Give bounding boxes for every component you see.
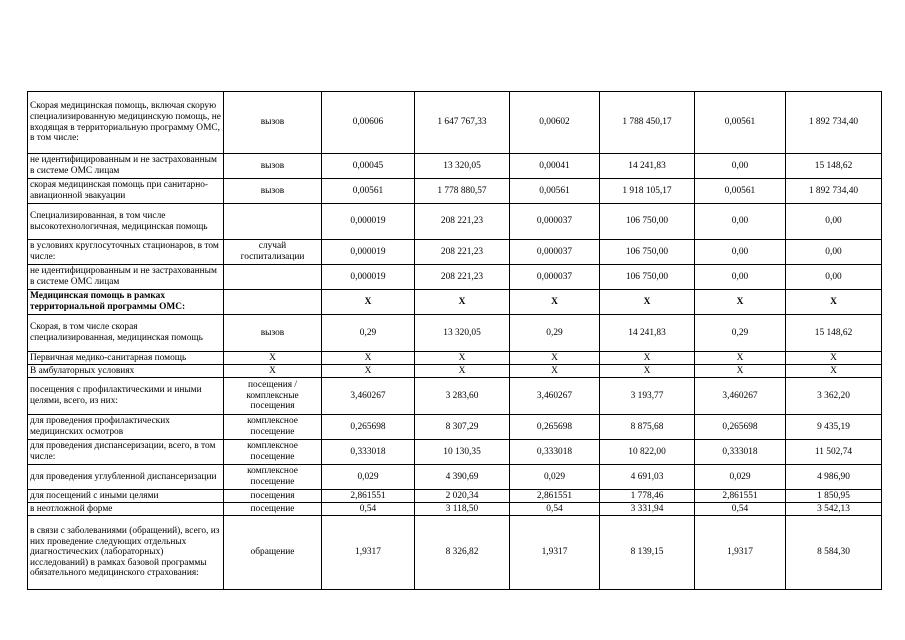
row-value-6: 0,00 (786, 204, 882, 240)
row-value-1: 0,00561 (322, 179, 415, 204)
row-value-6: Х (786, 290, 882, 315)
table-row (28, 315, 882, 352)
row-unit (224, 265, 322, 290)
row-value-1: 0,00606 (322, 92, 415, 154)
table-row (28, 179, 882, 204)
row-value-6: 9 435,19 (786, 415, 882, 440)
row-value-5: 0,00 (695, 204, 786, 240)
row-value-5: 3,460267 (695, 378, 786, 415)
row-value-4: 3 331,94 (600, 503, 695, 516)
row-value-3: 0,29 (510, 315, 600, 352)
row-value-3: Х (510, 352, 600, 365)
table-row (28, 415, 882, 440)
row-value-4: 14 241,83 (600, 154, 695, 179)
row-value-2: Х (415, 365, 510, 378)
row-value-1: 1,9317 (322, 516, 415, 590)
row-value-2: 8 326,82 (415, 516, 510, 590)
row-value-6: Х (786, 365, 882, 378)
row-value-5: 0,00 (695, 154, 786, 179)
row-value-6: Х (786, 352, 882, 365)
row-value-5: 0,29 (695, 315, 786, 352)
row-value-5: 0,54 (695, 503, 786, 516)
row-value-4: 10 822,00 (600, 440, 695, 465)
row-name: в неотложной форме (28, 503, 224, 516)
row-value-3: 0,000037 (510, 265, 600, 290)
row-unit: комплексное посещение (224, 465, 322, 490)
row-unit: вызов (224, 154, 322, 179)
table-row (28, 265, 882, 290)
row-value-2: 208 221,23 (415, 204, 510, 240)
row-unit: вызов (224, 179, 322, 204)
row-value-6: 0,00 (786, 265, 882, 290)
row-value-5: Х (695, 290, 786, 315)
row-value-3: 0,00561 (510, 179, 600, 204)
row-name: для посещений с иными целями (28, 490, 224, 503)
table-row (28, 352, 882, 365)
row-name: Скорая медицинская помощь, включая скорую специализированную медицинскую помощь, не входящая в территориальную программу ОМС, в том числе: (28, 92, 224, 154)
row-value-2: 8 307,29 (415, 415, 510, 440)
table-row (28, 92, 882, 154)
table-row (28, 204, 882, 240)
row-unit: вызов (224, 92, 322, 154)
table-row (28, 154, 882, 179)
table-row (28, 490, 882, 503)
row-value-2: 3 118,50 (415, 503, 510, 516)
row-name: не идентифицированным и не застрахованным в системе ОМС лицам (28, 154, 224, 179)
row-name: для проведения углубленной диспансеризации (28, 465, 224, 490)
row-name: в связи с заболеваниями (обращений), всего, из них проведение следующих отдельных диагностических (лабораторных) исследований) в рамках базовой программы обязательного медицинского страхования: (28, 516, 224, 590)
row-value-1: 0,000019 (322, 265, 415, 290)
row-value-3: 1,9317 (510, 516, 600, 590)
row-value-4: 1 788 450,17 (600, 92, 695, 154)
row-value-3: 0,029 (510, 465, 600, 490)
row-unit: посещения (224, 490, 322, 503)
row-value-5: 0,00 (695, 265, 786, 290)
row-value-1: 0,333018 (322, 440, 415, 465)
row-name: для проведения профилактических медицинских осмотров (28, 415, 224, 440)
row-value-1: 3,460267 (322, 378, 415, 415)
row-value-2: 208 221,23 (415, 240, 510, 265)
row-value-1: Х (322, 352, 415, 365)
row-value-5: 0,00561 (695, 92, 786, 154)
row-name: посещения с профилактическими и иными целями, всего, из них: (28, 378, 224, 415)
row-unit: Х (224, 352, 322, 365)
table-row (28, 440, 882, 465)
row-value-4: Х (600, 352, 695, 365)
row-value-4: 1 778,46 (600, 490, 695, 503)
row-value-6: 1 850,95 (786, 490, 882, 503)
row-value-2: 3 283,60 (415, 378, 510, 415)
row-value-4: 3 193,77 (600, 378, 695, 415)
row-value-3: 0,333018 (510, 440, 600, 465)
row-value-5: 0,265698 (695, 415, 786, 440)
row-value-1: Х (322, 290, 415, 315)
row-unit: обращение (224, 516, 322, 590)
row-value-1: Х (322, 365, 415, 378)
row-name: в условиях круглосуточных стационаров, в том числе: (28, 240, 224, 265)
table-row (28, 290, 882, 315)
row-name: В амбулаторных условиях (28, 365, 224, 378)
row-value-6: 1 892 734,40 (786, 92, 882, 154)
row-value-4: 8 875,68 (600, 415, 695, 440)
row-value-3: 0,265698 (510, 415, 600, 440)
row-value-6: 4 986,90 (786, 465, 882, 490)
row-value-5: 0,00561 (695, 179, 786, 204)
row-unit: Х (224, 365, 322, 378)
row-value-6: 1 892 734,40 (786, 179, 882, 204)
row-value-2: Х (415, 290, 510, 315)
row-name: Медицинская помощь в рамках территориальной программы ОМС: (28, 290, 224, 315)
row-value-3: 0,00602 (510, 92, 600, 154)
row-unit: комплексное посещение (224, 415, 322, 440)
row-value-3: 0,000037 (510, 240, 600, 265)
row-value-6: 11 502,74 (786, 440, 882, 465)
row-unit: случай госпитализации (224, 240, 322, 265)
table-row (28, 465, 882, 490)
row-name: Специализированная, в том числе высокотехнологичная, медицинская помощь (28, 204, 224, 240)
row-value-2: 13 320,05 (415, 315, 510, 352)
row-value-1: 0,54 (322, 503, 415, 516)
row-value-3: 0,54 (510, 503, 600, 516)
row-value-4: Х (600, 290, 695, 315)
row-value-4: 106 750,00 (600, 204, 695, 240)
row-value-6: 3 542,13 (786, 503, 882, 516)
row-value-4: 106 750,00 (600, 265, 695, 290)
medical-care-table (27, 91, 882, 590)
row-name: Скорая, в том числе скорая специализированная, медицинская помощь (28, 315, 224, 352)
row-value-1: 2,861551 (322, 490, 415, 503)
row-unit: вызов (224, 315, 322, 352)
row-name: скорая медицинская помощь при санитарно-авиационной эвакуации (28, 179, 224, 204)
row-name: для проведения диспансеризации, всего, в том числе: (28, 440, 224, 465)
row-value-6: 15 148,62 (786, 315, 882, 352)
row-value-1: 0,29 (322, 315, 415, 352)
row-value-2: Х (415, 352, 510, 365)
row-value-4: 106 750,00 (600, 240, 695, 265)
row-value-1: 0,000019 (322, 240, 415, 265)
row-value-5: 0,00 (695, 240, 786, 265)
row-value-1: 0,000019 (322, 204, 415, 240)
row-value-2: 4 390,69 (415, 465, 510, 490)
row-name: не идентифицированным и не застрахованным в системе ОМС лицам (28, 265, 224, 290)
row-value-1: 0,265698 (322, 415, 415, 440)
row-value-1: 0,00045 (322, 154, 415, 179)
row-unit (224, 204, 322, 240)
table-row (28, 378, 882, 415)
table-row (28, 365, 882, 378)
row-value-3: 3,460267 (510, 378, 600, 415)
table-row (28, 503, 882, 516)
row-value-3: Х (510, 290, 600, 315)
row-value-3: 0,000037 (510, 204, 600, 240)
row-value-4: 1 918 105,17 (600, 179, 695, 204)
row-unit: комплексное посещение (224, 440, 322, 465)
row-value-6: 15 148,62 (786, 154, 882, 179)
row-value-5: Х (695, 365, 786, 378)
row-value-2: 2 020,34 (415, 490, 510, 503)
row-value-4: 14 241,83 (600, 315, 695, 352)
row-value-3: 0,00041 (510, 154, 600, 179)
row-name: Первичная медико-санитарная помощь (28, 352, 224, 365)
row-unit: посещение (224, 503, 322, 516)
row-value-3: 2,861551 (510, 490, 600, 503)
row-value-6: 8 584,30 (786, 516, 882, 590)
row-value-5: 0,333018 (695, 440, 786, 465)
row-value-6: 0,00 (786, 240, 882, 265)
row-value-5: 1,9317 (695, 516, 786, 590)
row-value-2: 1 647 767,33 (415, 92, 510, 154)
row-value-5: 0,029 (695, 465, 786, 490)
row-value-2: 13 320,05 (415, 154, 510, 179)
row-value-1: 0,029 (322, 465, 415, 490)
row-value-4: 8 139,15 (600, 516, 695, 590)
table-row (28, 240, 882, 265)
row-unit (224, 290, 322, 315)
row-value-4: 4 691,03 (600, 465, 695, 490)
row-value-2: 208 221,23 (415, 265, 510, 290)
row-value-2: 1 778 880,57 (415, 179, 510, 204)
row-value-5: Х (695, 352, 786, 365)
row-unit: посещения / комплексные посещения (224, 378, 322, 415)
row-value-5: 2,861551 (695, 490, 786, 503)
row-value-6: 3 362,20 (786, 378, 882, 415)
table-row (28, 516, 882, 590)
row-value-2: 10 130,35 (415, 440, 510, 465)
row-value-3: Х (510, 365, 600, 378)
row-value-4: Х (600, 365, 695, 378)
